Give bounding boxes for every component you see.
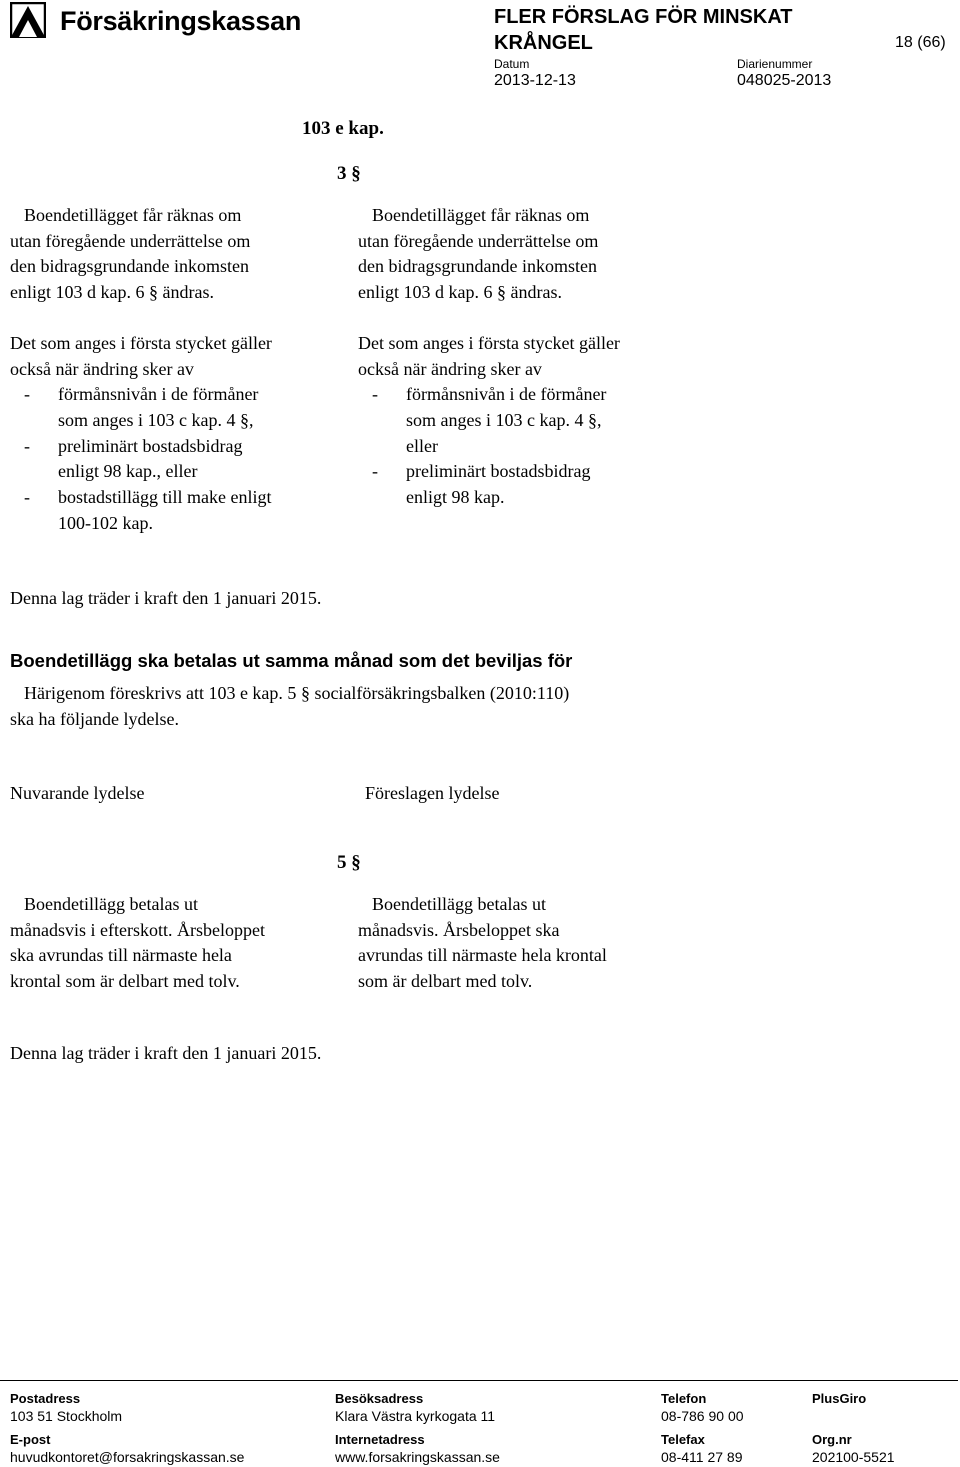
document-title-line-1: FLER FÖRSLAG FÖR MINSKAT (494, 6, 793, 28)
list-item: - preliminärt bostadsbidrag (372, 461, 591, 482)
section-heading: Boendetillägg ska betalas ut samma månad som det beviljas för (10, 650, 573, 671)
proposed-text-column (358, 203, 698, 511)
date-value: 2013-12-13 (494, 72, 576, 89)
footer-plusgiro-label: PlusGiro (812, 1391, 867, 1406)
list-item: - förmånsnivån i de förmåner (24, 384, 259, 405)
footer-orgnr-value: 202100-5521 (812, 1449, 895, 1465)
document-title (494, 4, 793, 56)
section-intro: Härigenom föreskrivs att 103 e kap. 5 § socialförsäkringsbalken (2010:110) ska ha följande lydelse. (10, 683, 570, 729)
entry-into-force-2: Denna lag träder i kraft den 1 januari 2015. (10, 1043, 322, 1063)
footer-web-label: Internetadress (335, 1432, 425, 1447)
list-item: - förmånsnivån i de förmåner (372, 384, 607, 405)
footer-web-value[interactable]: www.forsakringskassan.se (335, 1449, 500, 1465)
footer-phone-label: Telefon (661, 1391, 707, 1406)
current-paragraph-1: Boendetillägget får räknas om utan föregående underrättelse om den bidragsgrundande inkomsten enligt 103 d kap. 6 § ändras. (10, 205, 251, 303)
current-paragraph-2: Det som anges i första stycket gäller också när ändring sker av - förmånsnivån i de förmåner som anges i 103 c kap. 4 §, - preliminärt bostadsbidrag enligt 98 kap., eller - bostadstillägg till make enligt 100-102 kap. (10, 331, 340, 537)
proposed-wording-heading: Föreslagen lydelse (365, 783, 500, 803)
footer-fax-label: Telefax (661, 1432, 705, 1447)
footer-email-label: E-post (10, 1432, 51, 1447)
page-number: 18 (66) (895, 34, 946, 51)
diary-number-value: 048025-2013 (737, 72, 832, 89)
footer-postal-value: 103 51 Stockholm (10, 1408, 123, 1424)
footer-fax-value: 08-411 27 89 (661, 1449, 743, 1465)
paragraph-number-5: 5 § (337, 852, 361, 873)
footer-email-value[interactable]: huvudkontoret@forsakringskassan.se (10, 1449, 245, 1465)
proposed-paragraph-1: Boendetillägget får räknas om utan föregående underrättelse om den bidragsgrundande inkomsten enligt 103 d kap. 6 § ändras. (358, 205, 599, 303)
footer-postal-label: Postadress (10, 1391, 81, 1406)
proposed-paragraph-5: Boendetillägg betalas ut månadsvis. Årsbeloppet ska avrundas till närmaste hela krontal som är delbart med tolv. (358, 894, 607, 992)
footer-divider (0, 1380, 958, 1381)
chapter-heading: 103 e kap. (302, 118, 384, 139)
footer-visit-value: Klara Västra kyrkogata 11 (335, 1408, 496, 1424)
list-item: - preliminärt bostadsbidrag (24, 435, 243, 456)
date-label: Datum (494, 57, 530, 71)
footer-phone-value: 08-786 90 00 (661, 1408, 744, 1424)
current-paragraph-5: Boendetillägg betalas ut månadsvis i efterskott. Årsbeloppet ska avrundas till närmaste hela krontal som är delbart med tolv. (10, 894, 265, 992)
current-text-column (10, 203, 340, 536)
proposed-paragraph-2: Det som anges i första stycket gäller också när ändring sker av - förmånsnivån i de förmåner som anges i 103 c kap. 4 §, eller - preliminärt bostadsbidrag enligt 98 kap. (358, 331, 698, 511)
paragraph-number-3: 3 § (337, 163, 361, 184)
list-item: - bostadstillägg till make enligt (24, 487, 272, 508)
footer-visit-label: Besöksadress (335, 1391, 424, 1406)
footer-orgnr-label: Org.nr (812, 1432, 852, 1447)
entry-into-force-1: Denna lag träder i kraft den 1 januari 2015. (10, 588, 322, 608)
logo-mark-icon (10, 2, 46, 38)
current-wording-heading: Nuvarande lydelse (10, 783, 145, 803)
logo-text: Försäkringskassan (60, 6, 302, 36)
document-title-line-2: KRÅNGEL (494, 32, 593, 54)
diary-number-label: Diarienummer (737, 57, 813, 71)
